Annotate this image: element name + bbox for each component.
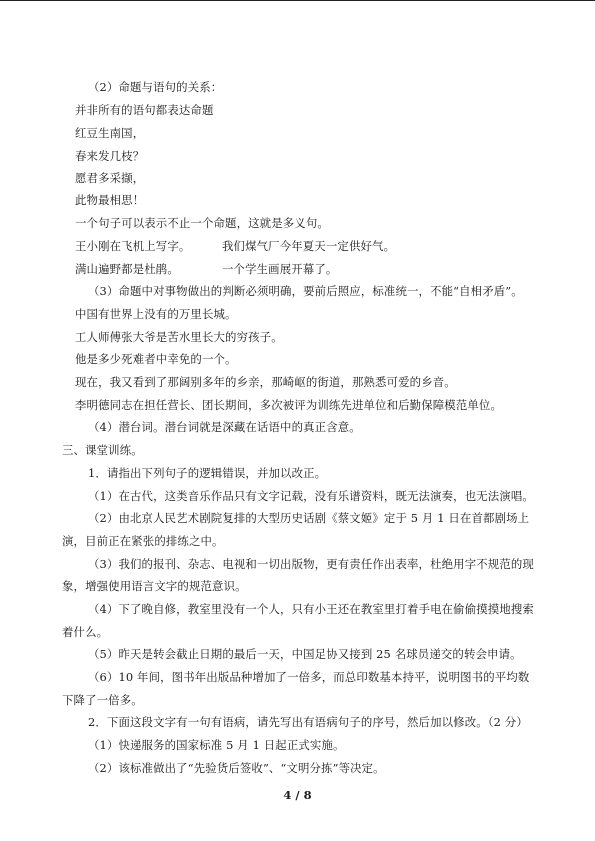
text-line: （3）我们的报刊、杂志、电视和一切出版物，更有责任作出表率，杜绝用字不规范的现 [88,557,534,571]
text-line: 他是多少死难者中幸免的一个。 [75,352,237,366]
question-heading: 2．下面这段文字有一句有语病，请先写出有语病句子的序号，然后加以修改。（2 分） [88,715,528,729]
text-line: 着什么。 [62,625,109,639]
text-line: （2）命题与语句的关系： [88,80,223,94]
text-line: （3）命题中对事物做出的判断必须明确，要前后照应，标准统一，不能“自相矛盾”。 [88,284,523,298]
text-line: 我们煤气厂今年夏天一定供好气。 [222,239,396,253]
text-line: 李明德同志在担任营长、团长期间，多次被评为训练先进单位和后勤保障模范单位。 [75,398,503,412]
text-line: （2）由北京人民艺术剧院复排的大型历史话剧《蔡文姬》定于 5 月 1 日在首都剧场上 [88,511,530,525]
text-line: （2）该标准做出了“先验货后签收”、“文明分拣”等决定。 [88,761,385,775]
text-line: 王小刚在飞机上写字。 [75,239,191,253]
text-line: 中国有世界上没有的万里长城。 [75,307,237,321]
text-line: 满山遍野都是杜鹃。 [75,262,179,276]
text-line: （4）潜台词。潜台词就是深藏在话语中的真正含意。 [88,420,361,434]
text-line: 下降了一倍多。 [62,693,143,707]
section-heading: 三、课堂训练。 [62,443,143,457]
text-line: （5）昨天是转会截止日期的最后一天，中国足协又接到 25 名球员递交的转会申请。 [88,647,522,661]
text-line: 此物最相思！ [75,193,145,207]
text-line: 并非所有的语句都表达命题 [75,103,214,117]
text-line: 一个句子可以表示不止一个命题，这就是多义句。 [75,216,329,230]
text-line: （6）10 年间，图书年出版品种增加了一倍多，而总印数基本持平，说明图书的平均数 [88,670,530,684]
text-line: 一个学生画展开幕了。 [222,262,338,276]
text-line: 象，增强使用语言文字的规范意识。 [62,579,247,593]
top-rule [0,0,595,1]
text-line: 工人师傅张大爷是苦水里长大的穷孩子。 [75,330,283,344]
question-heading: 1．请指出下列句子的逻辑错误，并加以改正。 [88,466,327,480]
text-line: 春来发几枝？ [75,149,145,163]
text-line: （1）快递服务的国家标准 5 月 1 日起正式实施。 [88,738,345,752]
page-number: 4 / 8 [283,788,312,802]
text-line: （4）下了晚自修，教室里没有一个人，只有小王还在教室里打着手电在偷偷摸摸地搜索 [88,602,534,616]
text-line: 愿君多采撷， [75,171,145,185]
text-line: 演，目前正在紧张的排练之中。 [62,534,224,548]
text-line: 现在，我又看到了那阔别多年的乡亲，那崎岖的街道，那熟悉可爱的乡音。 [75,375,456,389]
text-line: （1）在古代，这类音乐作品只有文字记载，没有乐谱资料，既无法演奏，也无法演唱。 [88,489,534,503]
text-line: 红豆生南国， [75,126,145,140]
